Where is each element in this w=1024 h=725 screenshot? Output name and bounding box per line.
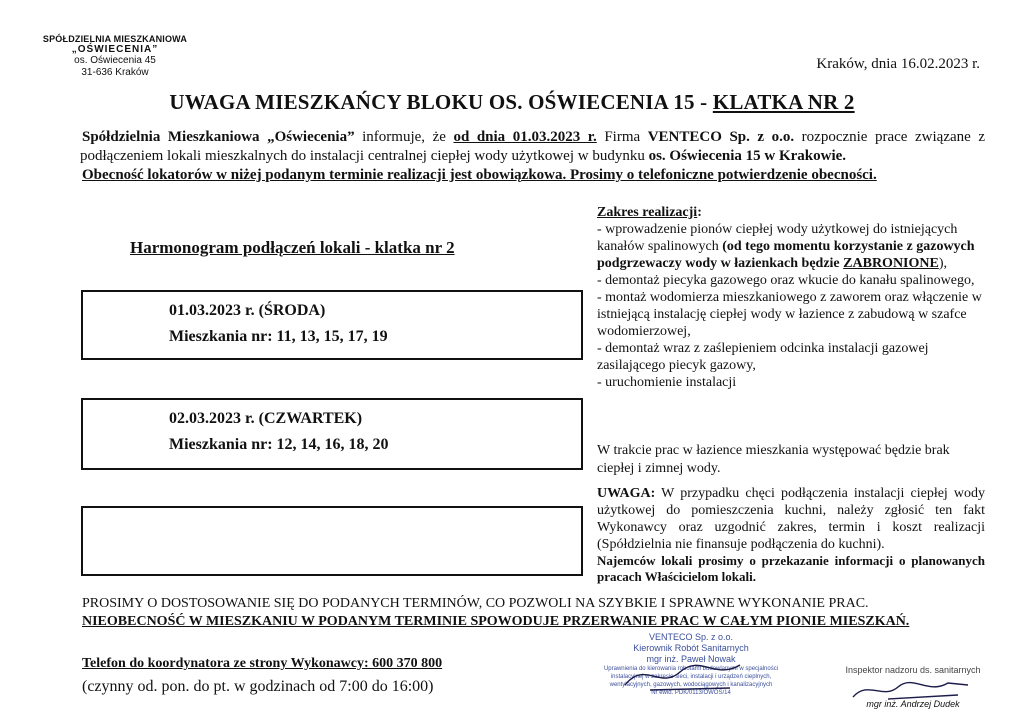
water-notice: W trakcie prac w łazience mieszkania występować będzie brak ciepłej i zimnej wody.: [597, 443, 950, 476]
scope-item: - demontaż piecyka gazowego oraz wkucie do kanału spalinowego,: [597, 273, 975, 288]
scope-section: [597, 204, 985, 391]
scope-colon: :: [697, 205, 702, 220]
intro-text-3: rozpocznie prace związane z podłączeniem lokali mieszkalnych do instalacji centralnej ciepłej wody użytkowej w budynku: [80, 129, 985, 164]
schedule-flats: Mieszkania nr: 12, 14, 16, 18, 20: [169, 436, 389, 453]
scope-item-text: - wprowadzenie pionów ciepłej wody użytkowej do istniejących kanałów spalinowych: [597, 222, 958, 254]
comply-notice: PROSIMY O DOSTOSOWANIE SIĘ DO PODANYCH TERMINÓW, CO POZWOLI NA SZYBKIE I SPRAWNE WYKONANIE PRAC.: [82, 596, 869, 611]
contractor-signature: [620, 650, 760, 700]
stamp-person: mgr inż. Paweł Nowak: [646, 654, 736, 664]
intro-start-date: od dnia 01.03.2023 r.: [453, 129, 597, 145]
organization-letterhead: [40, 34, 190, 79]
scope-item: [597, 221, 985, 272]
notice-text: W przypadku chęci podłączenia instalacji ciepłej wody użytkowej do pomieszczenia kuchni, należy zgłosić ten fakt Wykonawcy oraz uzgodnić zakres, termin i koszt realizacji (Spółdzielnia nie finansuje podłączenia do kuchni).: [597, 486, 985, 552]
schedule-box-1: [81, 290, 583, 360]
schedule-title: Harmonogram podłączeń lokali - klatka nr 2: [130, 238, 455, 257]
coordinator-hours: (czynny od. pon. do pt. w godzinach od 7:00 do 16:00): [82, 678, 434, 695]
schedule-date: 01.03.2023 r. (ŚRODA): [169, 302, 326, 319]
schedule-box-2: [81, 398, 583, 470]
org-street: os. Oświecenia 45: [74, 55, 156, 66]
scope-item: - montaż wodomierza mieszkaniowego z zaworem oraz włączenie w istniejącą instalację ciepłej wody w łazience z zabudową w szafce wodomierzowej,: [597, 290, 982, 339]
absence-warning: NIEOBECNOŚĆ W MIESZKANIU W PODANYM TERMINIE SPOWODUJE PRZERWANIE PRAC W CAŁYM PIONIE MIESZKAŃ.: [82, 614, 910, 629]
stamp-company: VENTECO Sp. z o.o.: [648, 632, 734, 642]
stamp-registry: Nr ewid. PDK/0113/OWOS/14: [651, 690, 731, 696]
org-city: 31-636 Kraków: [81, 67, 149, 78]
schedule-flats: Mieszkania nr: 11, 13, 15, 17, 19: [169, 328, 388, 345]
scope-heading: Zakres realizacji: [597, 205, 698, 220]
intro-text-1: informuje, że: [354, 129, 454, 145]
page-title: [0, 90, 1024, 115]
stamp-qualifications: Uprawnienia do kierowania robotami budowlanymi w specjalności instalacyjnej w zakresie sieci, instalacji i urządzeń cieplnych, wentylacyjnych, gazowych, wodociągowych i kanalizacyjnych: [603, 666, 779, 688]
notice-label: UWAGA:: [597, 486, 656, 501]
tenants-notice: Najemców lokali prosimy o przekazanie informacji o planowanych pracach Właścicielom lokali.: [597, 553, 985, 584]
inspector-role: Inspektor nadzoru ds. sanitarnych: [845, 665, 981, 675]
scope-item-forbidden: ZABRONIONE: [843, 256, 939, 271]
intro-text-2: Firma: [596, 129, 648, 145]
intro-company: VENTECO Sp. z o.o.: [647, 129, 795, 145]
document-date: Kraków, dnia 16.02.2023 r.: [816, 56, 980, 72]
scope-item-end: ),: [938, 256, 948, 271]
scope-item: - demontaż wraz z zaślepieniem odcinka instalacji gazowej zasilającego piecyk gazowy,: [597, 341, 929, 373]
org-name: SPÓŁDZIELNIA MIESZKANIOWA: [42, 34, 188, 44]
intro-address: os. Oświecenia 15 w Krakowie.: [648, 148, 847, 164]
intro-paragraph: [80, 128, 985, 185]
coordinator-phone: Telefon do koordynatora ze strony Wykonawcy: 600 370 800: [82, 656, 443, 671]
intro-obligation: Obecność lokatorów w niżej podanym terminie realizacji jest obowiązkowa. Prosimy o telefoniczne potwierdzenie obecności.: [82, 167, 877, 183]
schedule-date: 02.03.2023 r. (CZWARTEK): [169, 410, 363, 427]
kitchen-notice: [597, 485, 985, 553]
org-subname: „OŚWIECENIA”: [71, 44, 159, 55]
stamp-role: Kierownik Robót Sanitarnych: [633, 643, 749, 653]
scope-item-bold: (od tego momentu korzystanie z gazowych podgrzewaczy wody w łazienkach będzie: [597, 239, 975, 271]
title-main: UWAGA MIESZKAŃCY BLOKU OS. OŚWIECENIA 15 -: [169, 90, 713, 114]
schedule-box-empty: [81, 506, 583, 576]
title-klatka: KLATKA NR 2: [712, 90, 855, 114]
scope-item: - uruchomienie instalacji: [597, 375, 737, 390]
intro-org: Spółdzielnia Mieszkaniowa „Oświecenia”: [82, 129, 355, 145]
inspector-signature: [848, 675, 978, 705]
inspector-name: mgr inż. Andrzej Dudek: [866, 699, 960, 709]
